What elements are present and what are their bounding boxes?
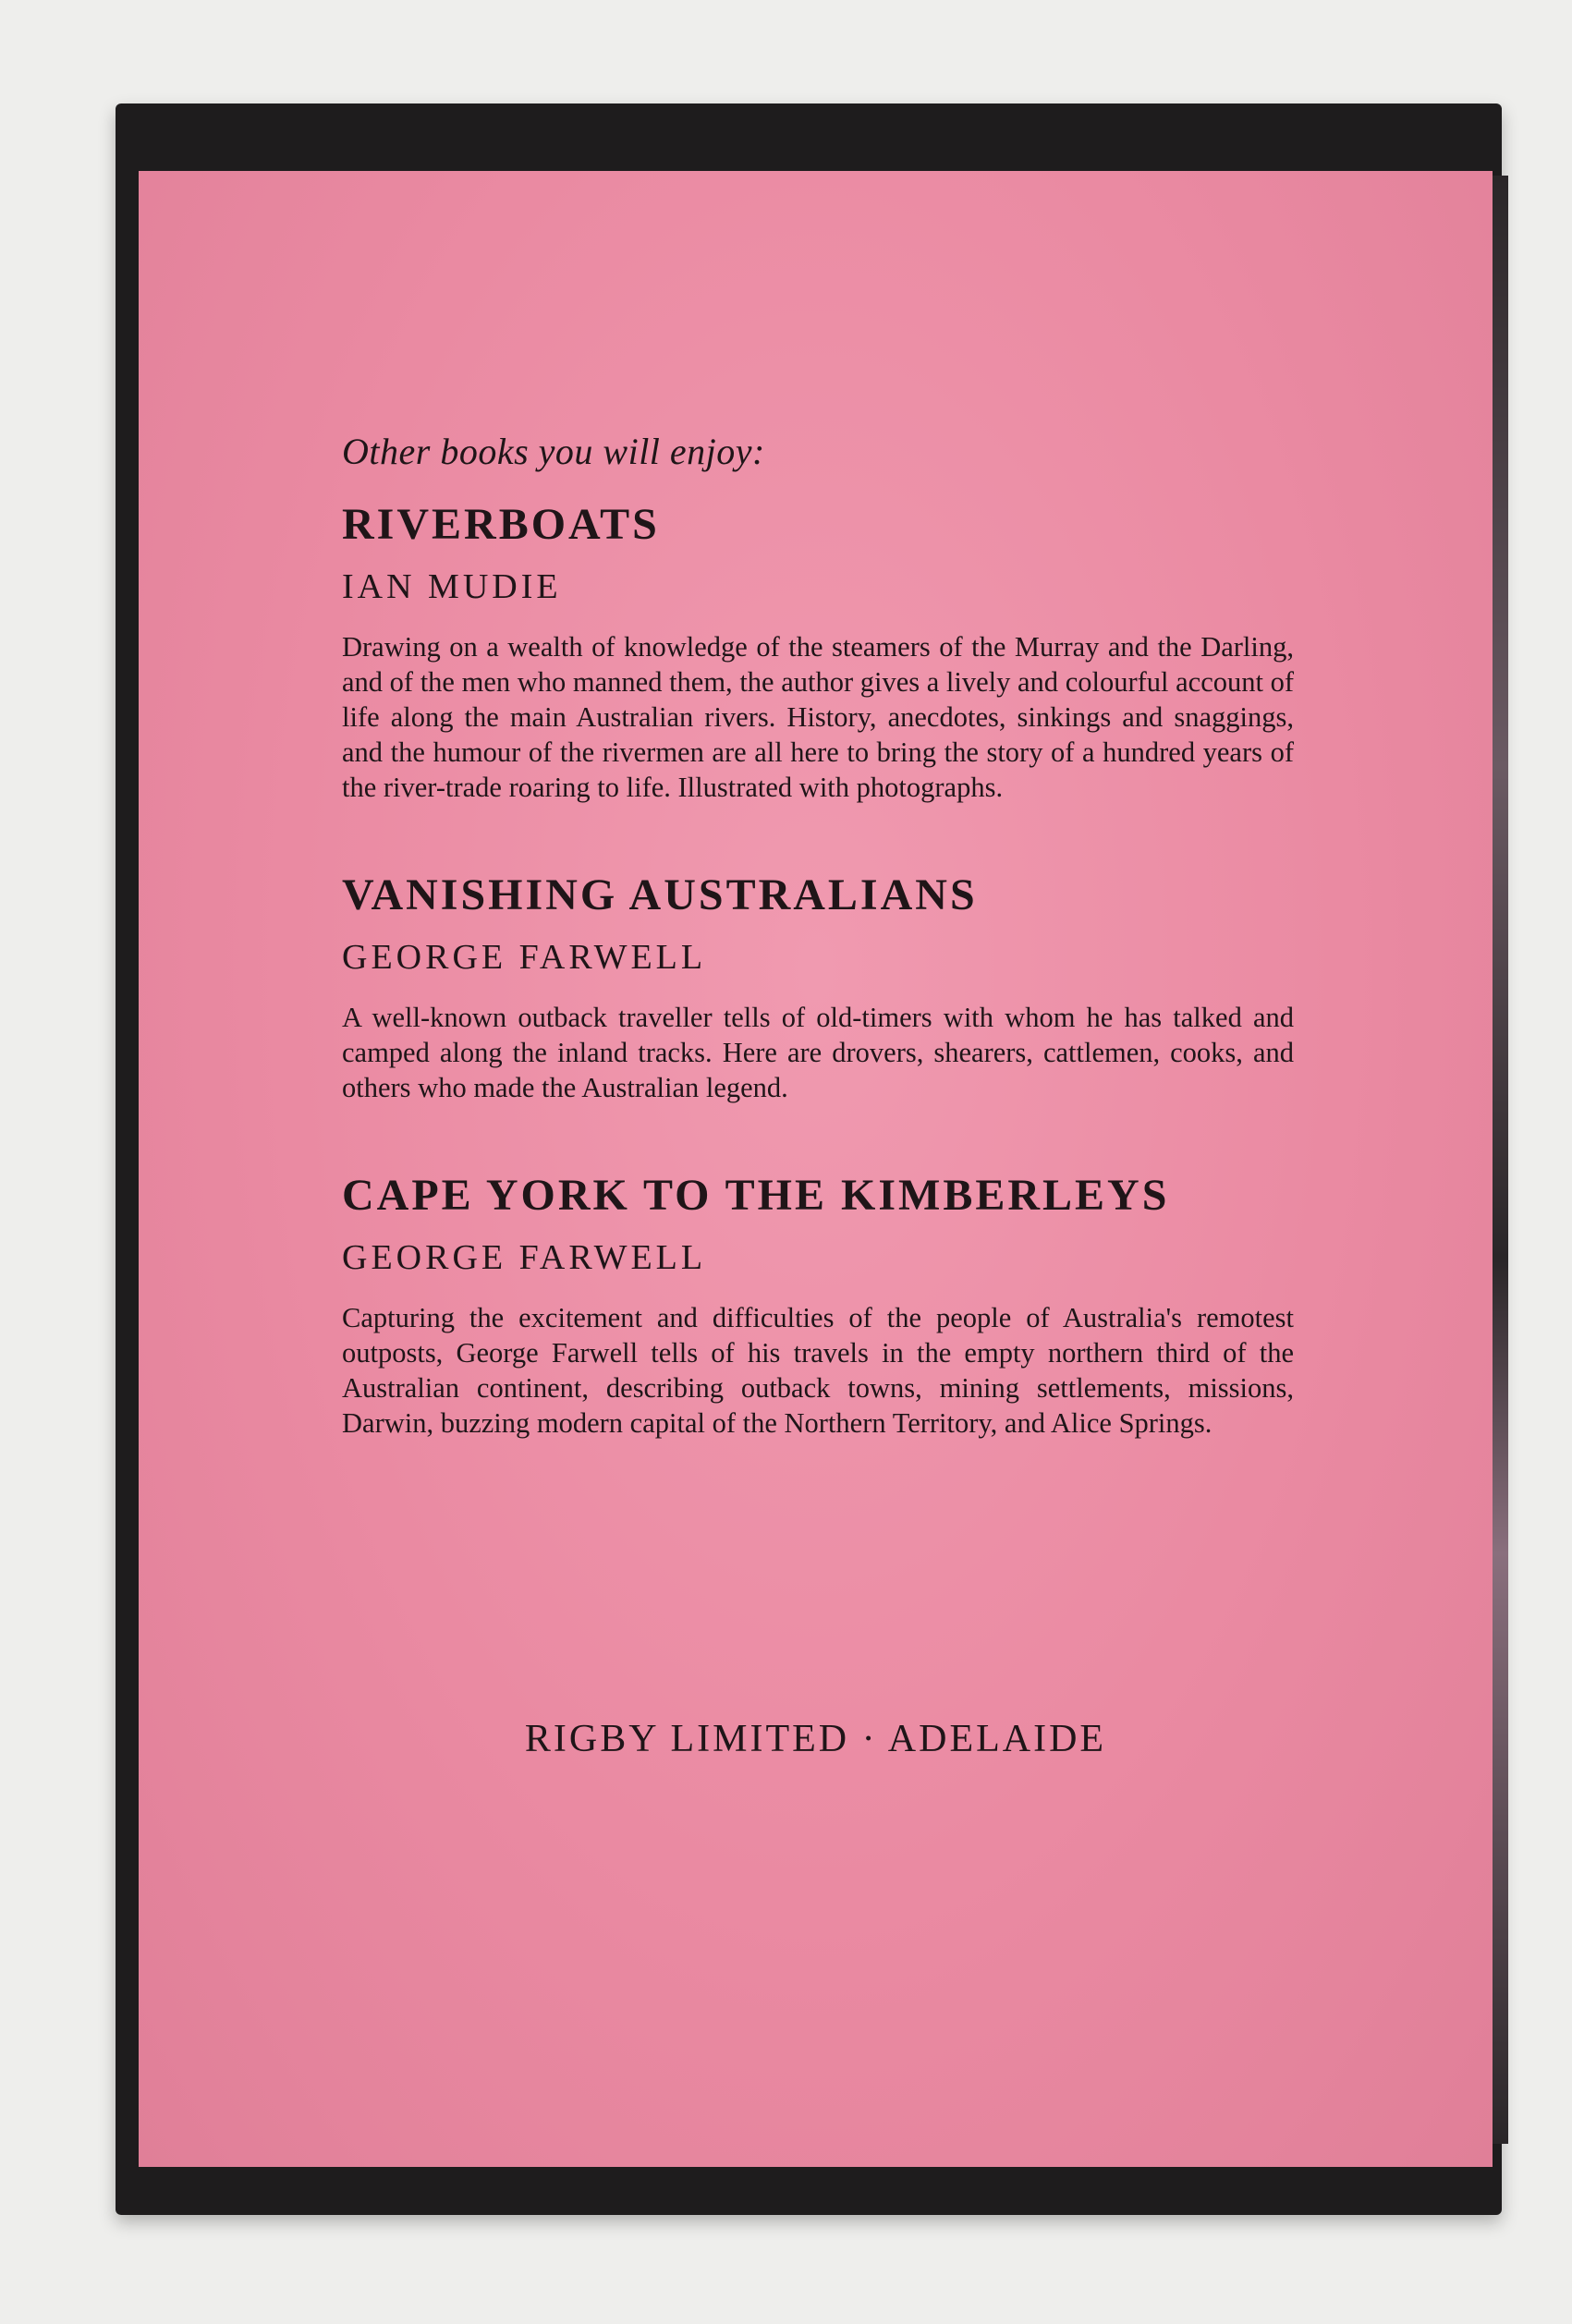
book-blurb: Capturing the excitement and difficulties of the people of Australia's remotest outposts, George Farwell tells of his travels in the empty northern third of the Australian continent, describing outback towns, mining settlements, missions, Darwin, buzzing modern capital of the Northern Territory, and Alice Springs. bbox=[342, 1302, 1294, 1439]
book-title: CAPE YORK TO THE KIMBERLEYS bbox=[342, 1171, 1170, 1220]
intro-line: Other books you will enjoy: bbox=[342, 431, 765, 472]
book-entry bbox=[342, 1170, 1294, 1441]
book-blurb: Drawing on a wealth of knowledge of the steamers of the Murray and the Darling, and of the men who manned them, the author gives a lively and colourful account of life along the main Australian rivers. History, anecdotes, sinkings and snaggings, and the humour of the rivermen are all here to bring the story of a hundred years of the river-trade roaring to life. Illustrated with photographs. bbox=[342, 631, 1294, 803]
publisher-line: RIGBY LIMITED · ADELAIDE bbox=[524, 1718, 1107, 1760]
book-entry bbox=[342, 870, 1294, 1105]
book-author: GEORGE FARWELL bbox=[342, 938, 707, 977]
book-blurb: A well-known outback traveller tells of old-timers with whom he has talked and camped along the inland tracks. Here are drovers, shearers, cattlemen, cooks, and others who made the Australian legend. bbox=[342, 1002, 1294, 1103]
book-entry bbox=[342, 499, 1294, 805]
book-author: IAN MUDIE bbox=[342, 567, 562, 606]
book-title: RIVERBOATS bbox=[342, 500, 660, 549]
book-title: VANISHING AUSTRALIANS bbox=[342, 870, 978, 919]
cover-text bbox=[342, 430, 1294, 1505]
book-spine-edge bbox=[1490, 176, 1508, 2144]
book-author: GEORGE FARWELL bbox=[342, 1238, 707, 1277]
